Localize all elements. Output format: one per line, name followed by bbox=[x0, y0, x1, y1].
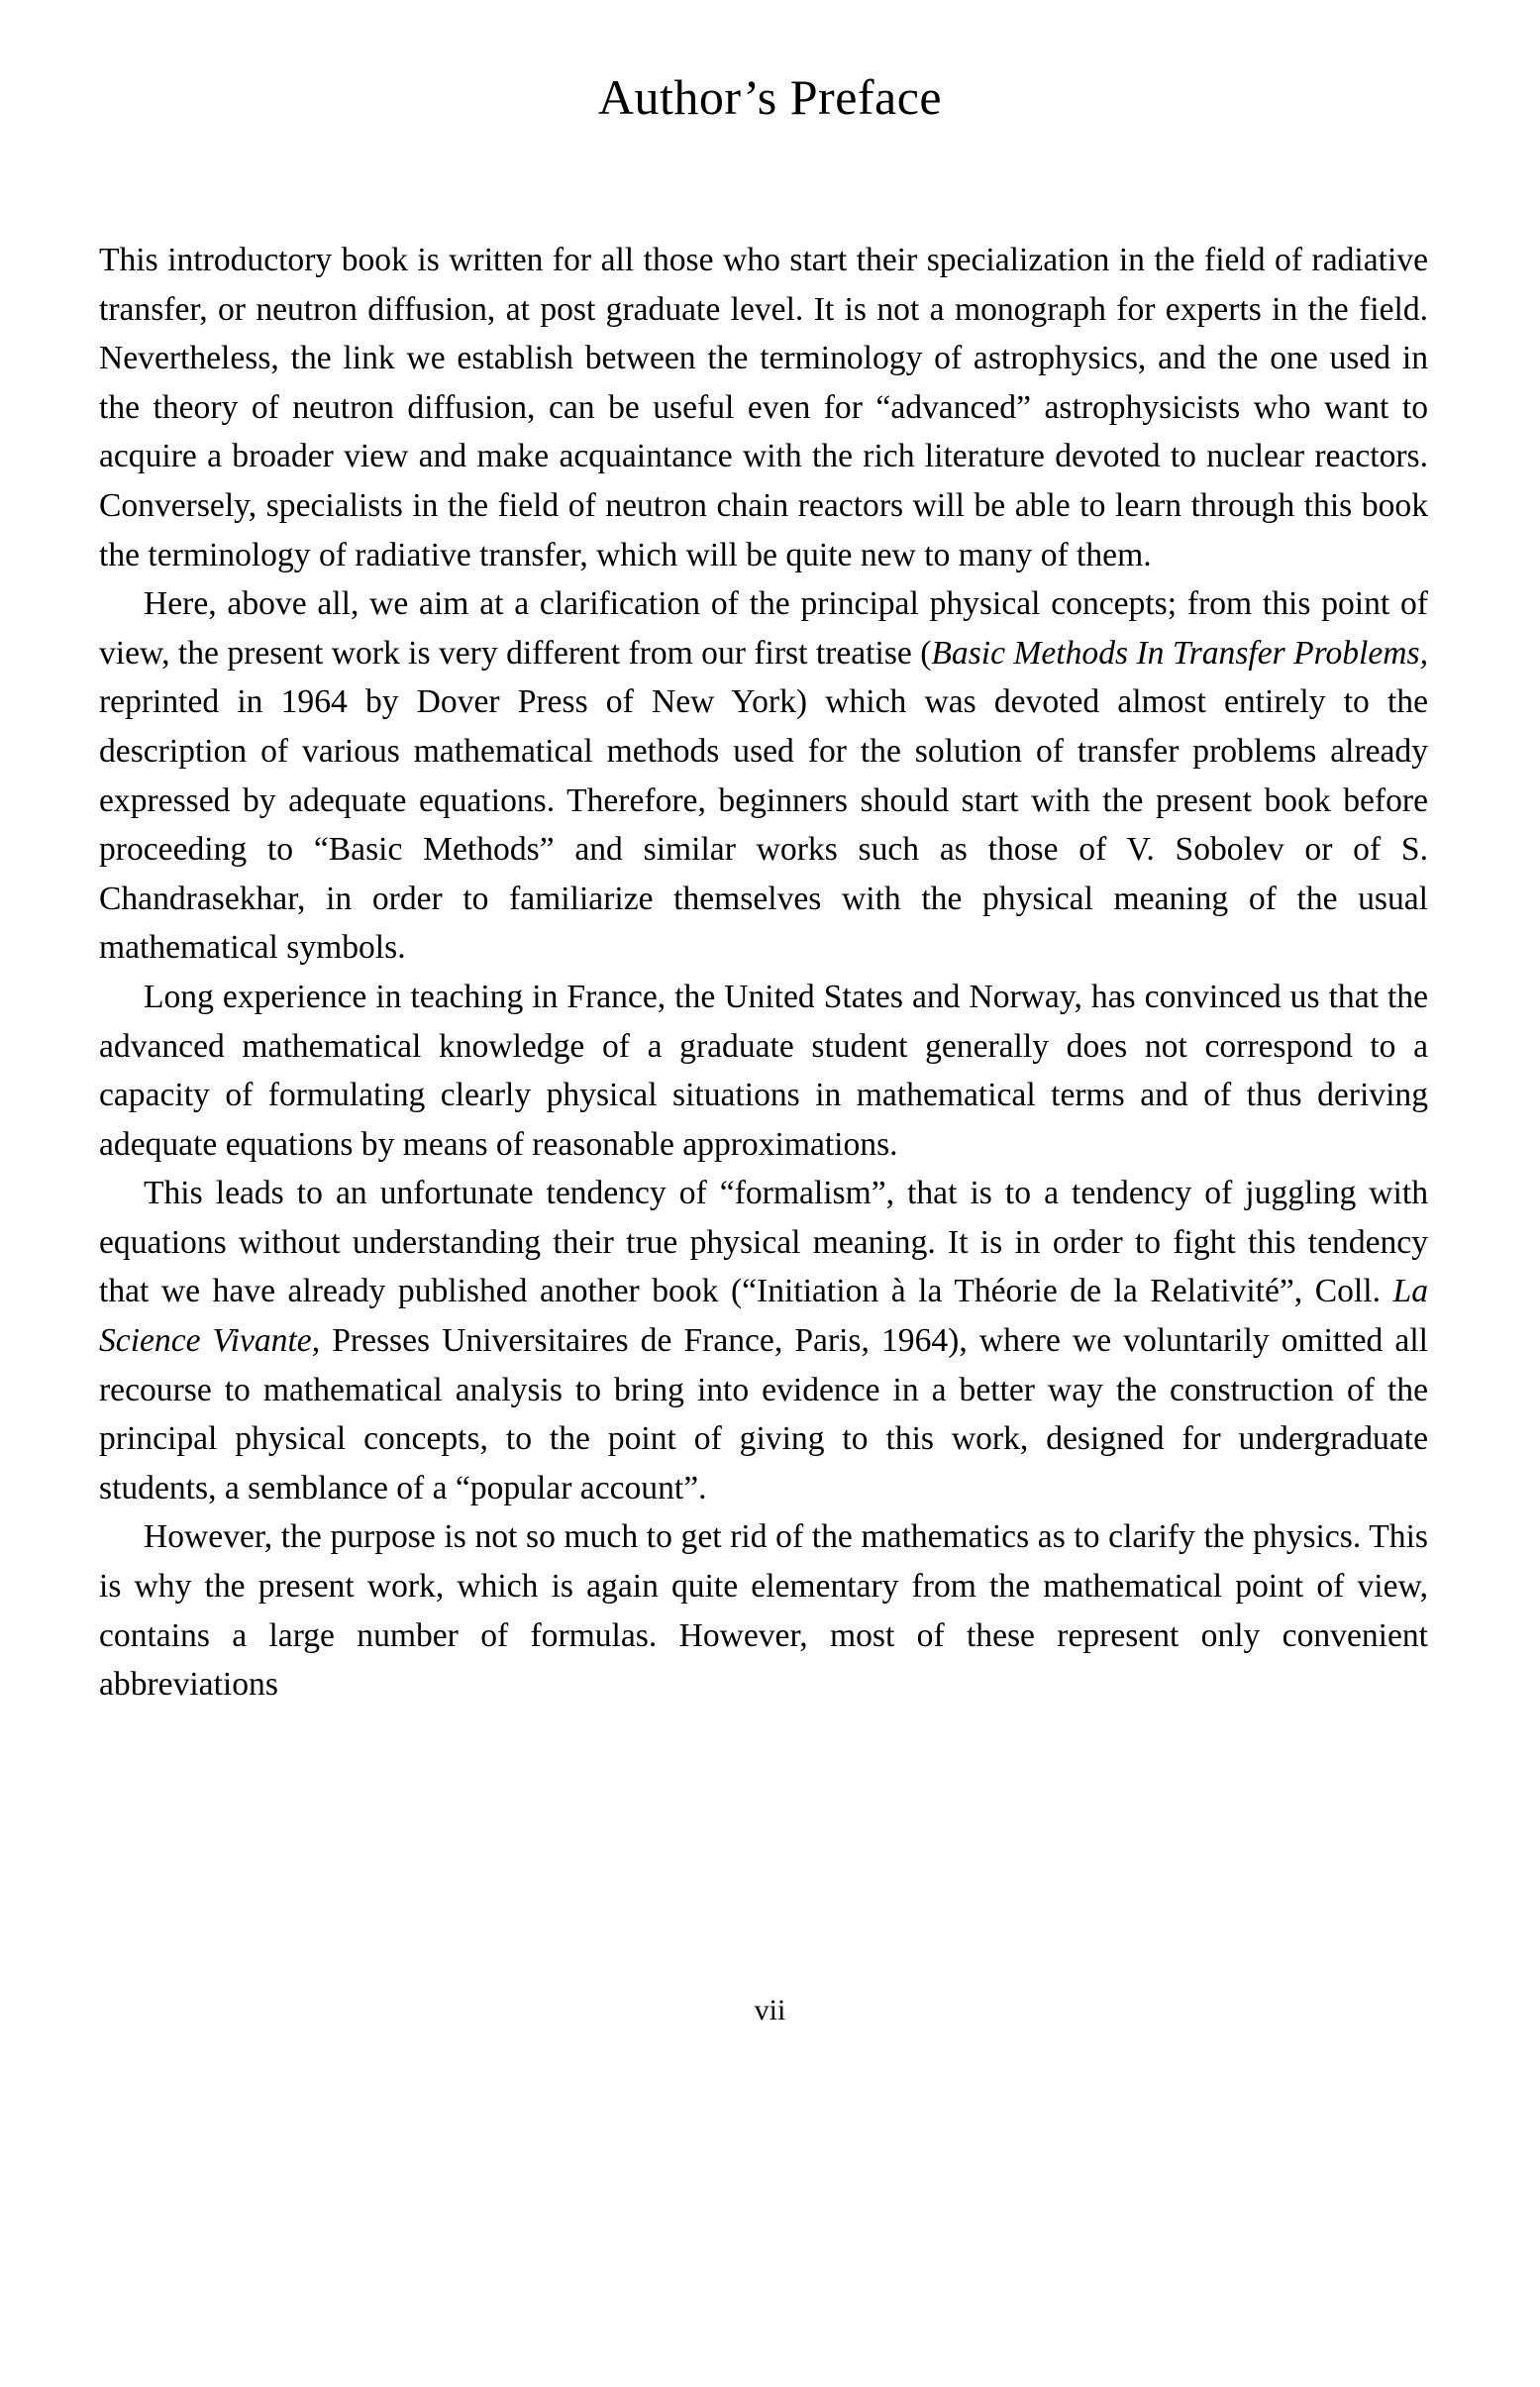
paragraph-4-text-after: Presses Universitaires de France, Paris, 1964), where we voluntarily omitted all recourse to mathematical analysis to bring into evidence in a better way the construction of the principal physical concepts, to the point of giving to this work, designed for undergraduate students, a semblance of a “popular account”. bbox=[99, 1322, 1428, 1506]
paragraph-5: However, the purpose is not so much to get rid of the mathematics as to clarify the physics. This is why the present work, which is again quite elementary from the mathematical point of view, contains a large number of formulas. However, most of these represent only convenient abbreviations bbox=[99, 1518, 1428, 1704]
preface-body bbox=[99, 236, 1428, 1710]
paragraph-2-text-before: Here, above all, we aim at a clarification of the principal physical concepts; from this point of view, the present work is very different from our first treatise ( bbox=[99, 585, 1428, 672]
paragraph-2 bbox=[99, 579, 1428, 973]
page-title: Author’s Preface bbox=[597, 69, 943, 125]
paragraph-4 bbox=[99, 1169, 1428, 1512]
paragraph-3: Long experience in teaching in France, the United States and Norway, has convinced us that the advanced mathematical knowledge of a graduate student generally does not correspond to a capacity of formulating clearly physical situations in mathematical terms and of thus deriving adequate equations by means of reasonable approximations. bbox=[99, 978, 1428, 1163]
paragraph-1: This introductory book is written for all those who start their specialization in the field of radiative transfer, or neutron diffusion, at post graduate level. It is not a monograph for experts in the field. Nevertheless, the link we establish between the terminology of astrophysics, and the one used in the theory of neutron diffusion, can be useful even for “advanced” astrophysicists who want to acquire a broader view and make acquaintance with the rich literature devoted to nuclear reactors. Conversely, specialists in the field of neutron chain reactors will be able to learn through this book the terminology of radiative transfer, which will be quite new to many of them. bbox=[99, 242, 1428, 573]
page-number: vii bbox=[754, 1994, 786, 2026]
series-title-la-science-vivante: La Science Vivante, bbox=[99, 1273, 1428, 1360]
paragraph-4-text-before: This leads to an unfortunate tendency of “formalism”, that is to a tendency of juggling with equations without understanding their true physical meaning. It is in order to fight this tendency that we have already published another book (“Initiation à la Théorie de la Relativité”, Coll. bbox=[99, 1175, 1428, 1310]
book-title-basic-methods: Basic Methods In Transfer Problems, bbox=[931, 634, 1428, 672]
paragraph-2-text-after: reprinted in 1964 by Dover Press of New York) which was devoted almost entirely to the description of various mathematical methods used for the solution of transfer problems already expressed by adequate equations. Therefore, beginners should start with the present book before proceeding to “Basic Methods” and similar works such as those of V. Sobolev or of S. Chandrasekhar, in order to familiarize themselves with the physical meaning of the usual mathematical symbols. bbox=[99, 683, 1428, 967]
